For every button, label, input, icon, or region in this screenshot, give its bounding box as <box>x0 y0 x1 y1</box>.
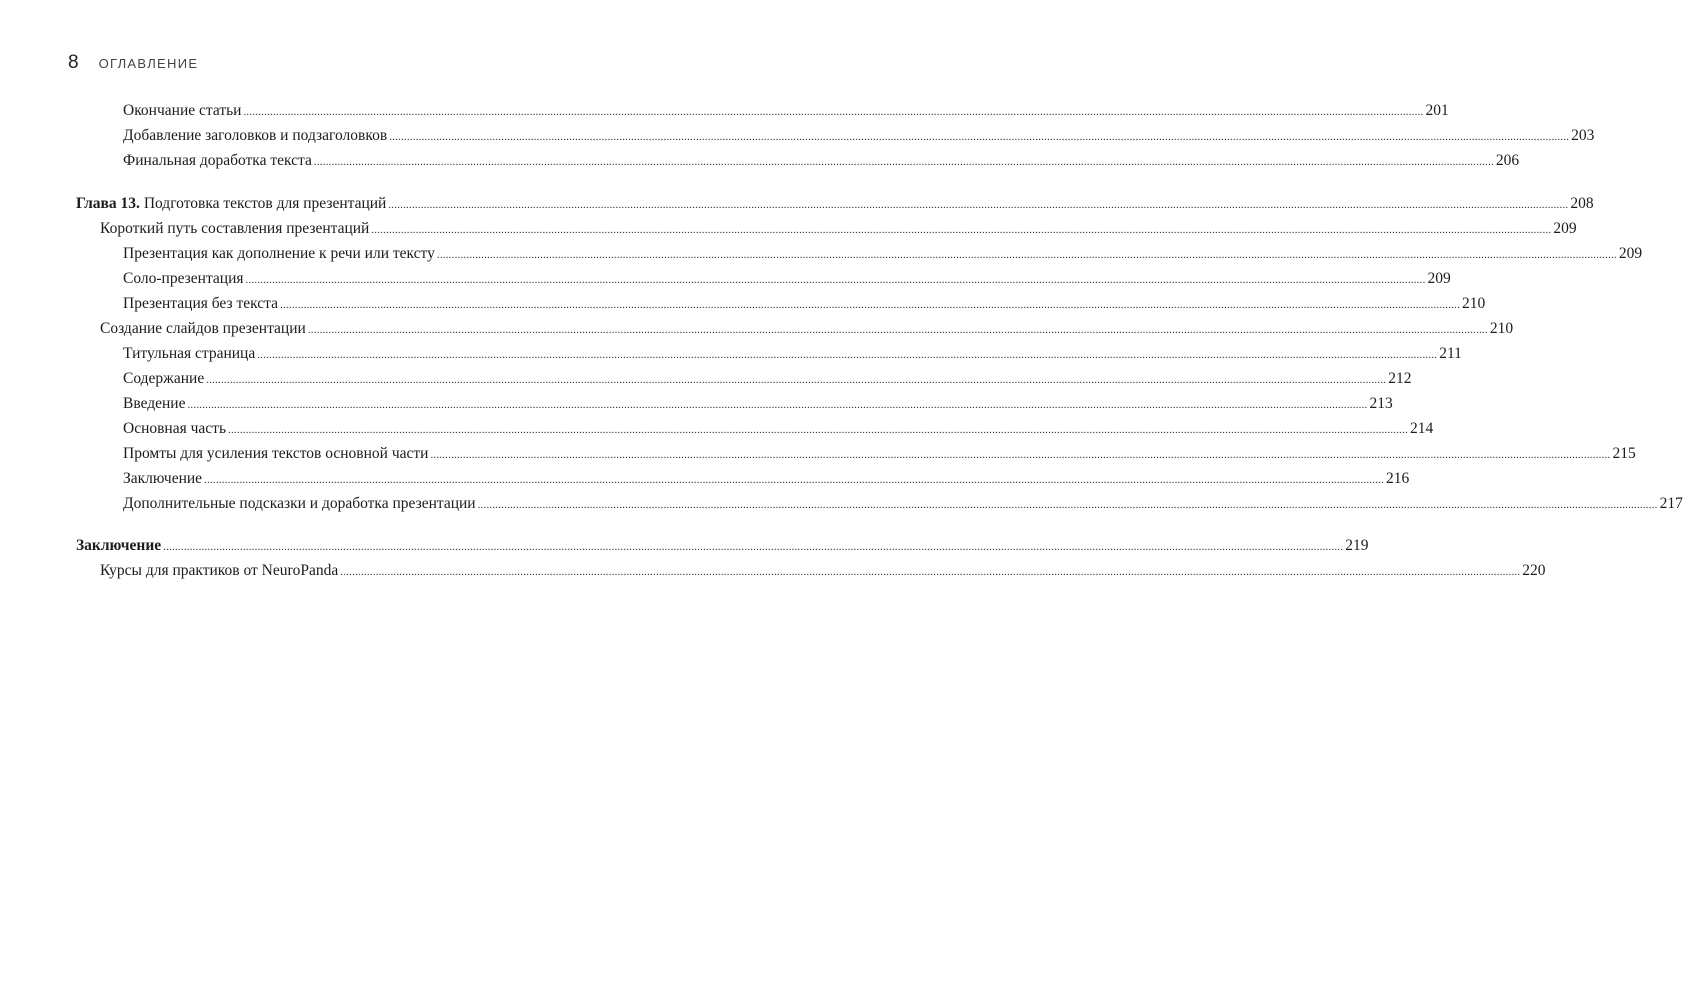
toc-page-number: 201 <box>1425 102 1449 119</box>
dot-leader: ................................................................................................................................................................................................................................................................................................................................................................................................................ <box>371 224 1552 236</box>
toc-entry-text: Введение <box>123 395 186 412</box>
toc-entry[interactable] <box>76 535 1369 557</box>
toc-entry[interactable] <box>123 468 1410 490</box>
dot-leader: ................................................................................................................................................................................................................................................................................................................................................................................................................ <box>187 399 1368 411</box>
toc-entry-title <box>123 125 387 147</box>
dot-leader: ................................................................................................................................................................................................................................................................................................................................................................................................................ <box>206 374 1387 386</box>
toc-entry-text: Создание слайдов презентации <box>100 320 306 337</box>
toc-page-number: 210 <box>1462 295 1486 312</box>
dot-leader: ................................................................................................................................................................................................................................................................................................................................................................................................................ <box>204 474 1385 486</box>
toc-entry-title <box>76 193 386 215</box>
dot-leader: ................................................................................................................................................................................................................................................................................................................................................................................................................ <box>228 424 1409 436</box>
toc-page-number: 211 <box>1439 345 1462 362</box>
toc-entry-label: Глава 13. <box>76 195 140 212</box>
dot-leader: ................................................................................................................................................................................................................................................................................................................................................................................................................ <box>430 449 1611 461</box>
running-head: ОГЛАВЛЕНИЕ <box>98 56 199 71</box>
toc-entry[interactable] <box>123 443 1636 465</box>
toc-page-number: 212 <box>1388 370 1412 387</box>
toc-entry-title <box>123 268 244 290</box>
toc-entry-title <box>123 293 278 315</box>
toc-page-number: 203 <box>1571 127 1595 144</box>
toc-entry-title <box>123 100 241 122</box>
dot-leader: ................................................................................................................................................................................................................................................................................................................................................................................................................ <box>388 199 1569 211</box>
toc-entry-title <box>76 535 161 557</box>
toc-entry[interactable] <box>123 368 1412 390</box>
toc-entry[interactable] <box>100 318 1514 340</box>
toc-entry-title <box>123 493 476 515</box>
toc-entry-label: Заключение <box>76 537 162 554</box>
toc-entry[interactable] <box>76 193 1594 215</box>
toc-page-number: 210 <box>1489 320 1514 337</box>
dot-leader: ................................................................................................................................................................................................................................................................................................................................................................................................................ <box>477 499 1658 511</box>
toc-entry[interactable] <box>123 150 1520 172</box>
toc-entry-text: Титульная страница <box>123 345 256 362</box>
dot-leader: ................................................................................................................................................................................................................................................................................................................................................................................................................ <box>436 249 1617 261</box>
dot-leader: ................................................................................................................................................................................................................................................................................................................................................................................................................ <box>243 106 1424 118</box>
toc-entry-title <box>123 150 312 172</box>
toc-entry-text: Курсы для практиков от NeuroPanda <box>100 562 339 579</box>
toc-entry-text: Подготовка текстов для презентаций <box>139 195 387 212</box>
toc-page-number: 213 <box>1369 395 1393 412</box>
dot-leader: ................................................................................................................................................................................................................................................................................................................................................................................................................ <box>245 274 1426 286</box>
toc-entry-text: Содержание <box>123 370 205 387</box>
toc-page-number: 217 <box>1659 495 1683 512</box>
toc-entry[interactable] <box>123 293 1486 315</box>
toc-entry[interactable] <box>123 243 1643 265</box>
toc-entry-text: Презентация как дополнение к речи или тексту <box>123 245 435 262</box>
toc-entry-title <box>123 468 202 490</box>
toc-page-number: 215 <box>1612 445 1636 462</box>
toc-entry[interactable] <box>100 560 1546 582</box>
dot-leader: ................................................................................................................................................................................................................................................................................................................................................................................................................ <box>257 349 1438 361</box>
toc-entry-text: Короткий путь составления презентаций <box>100 220 370 237</box>
toc-entry[interactable] <box>123 493 1683 515</box>
toc-entry-text: Добавление заголовков и подзаголовков <box>123 127 388 144</box>
toc-entry[interactable] <box>123 393 1393 415</box>
toc-entry-title <box>123 368 204 390</box>
toc-page-number: 209 <box>1618 245 1643 262</box>
page-number: 8 <box>68 52 79 73</box>
page-header <box>68 52 198 74</box>
toc-page-number: 219 <box>1345 537 1369 554</box>
toc-entry-title <box>100 318 306 340</box>
toc-entry-title <box>123 343 255 365</box>
toc-entry[interactable] <box>100 218 1577 240</box>
toc-page-number: 206 <box>1495 152 1520 169</box>
toc-entry-text: Заключение <box>123 470 203 487</box>
toc-entry-title <box>123 443 428 465</box>
toc-entry-title <box>100 218 369 240</box>
toc-entry-text: Презентация без текста <box>123 295 279 312</box>
toc-entry-text: Основная часть <box>123 420 227 437</box>
toc-page-number: 214 <box>1410 420 1434 437</box>
dot-leader: ................................................................................................................................................................................................................................................................................................................................................................................................................ <box>313 156 1494 168</box>
toc-page-number: 209 <box>1553 220 1577 237</box>
toc-entry-text: Дополнительные подсказки и доработка презентации <box>123 495 476 512</box>
toc-page-number: 220 <box>1522 562 1546 579</box>
toc-page-number: 209 <box>1427 270 1451 287</box>
dot-leader: ................................................................................................................................................................................................................................................................................................................................................................................................................ <box>163 541 1344 553</box>
toc-entry-text: Промты для усиления текстов основной части <box>123 445 429 462</box>
toc-page-number: 208 <box>1570 195 1594 212</box>
dot-leader: ................................................................................................................................................................................................................................................................................................................................................................................................................ <box>389 131 1570 143</box>
toc-entry-title <box>123 393 185 415</box>
toc-entry[interactable] <box>123 268 1451 290</box>
dot-leader: ................................................................................................................................................................................................................................................................................................................................................................................................................ <box>340 566 1521 578</box>
dot-leader: ................................................................................................................................................................................................................................................................................................................................................................................................................ <box>280 299 1461 311</box>
toc-entry[interactable] <box>123 343 1462 365</box>
toc-entry-text: Окончание статьи <box>123 102 242 119</box>
dot-leader: ................................................................................................................................................................................................................................................................................................................................................................................................................ <box>307 324 1488 336</box>
toc-entry-title <box>100 560 338 582</box>
toc-entry[interactable] <box>123 418 1434 440</box>
toc-entry-title <box>123 418 226 440</box>
toc-entry-title <box>123 243 435 265</box>
toc-entry[interactable] <box>123 100 1449 122</box>
toc-entry[interactable] <box>123 125 1595 147</box>
toc-entry-text: Финальная доработка текста <box>123 152 312 169</box>
toc-page-number: 216 <box>1386 470 1410 487</box>
toc-entry-text: Соло-презентация <box>123 270 244 287</box>
